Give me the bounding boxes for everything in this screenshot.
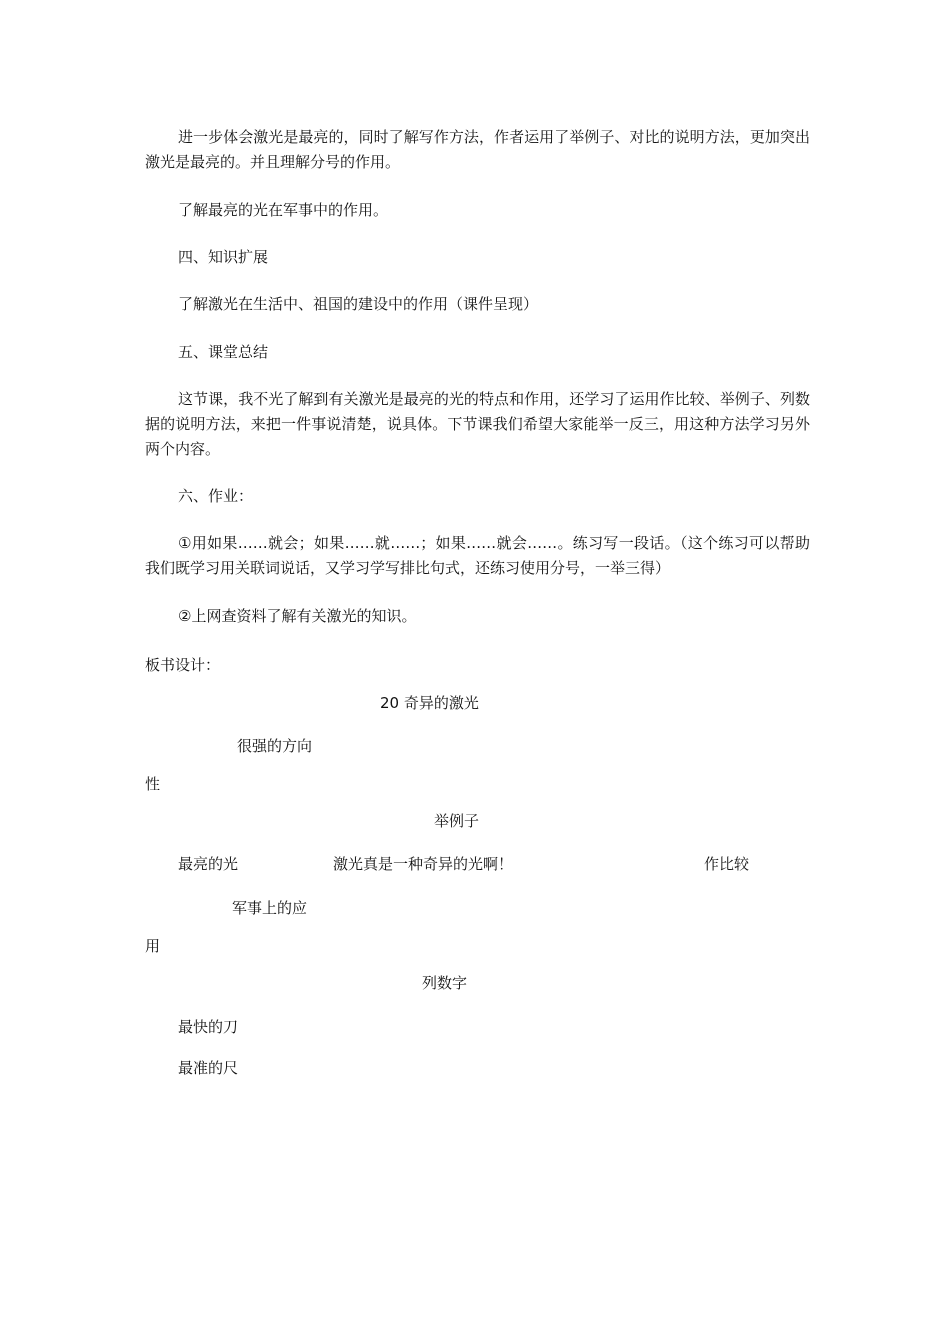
homework-item-2: ②上网查资料了解有关激光的知识。 <box>178 607 417 625</box>
paragraph-brightest-method: 进一步体会激光是最亮的，同时了解写作方法，作者运用了举例子、对比的说明方法，更加突出激光是最亮的。并且理解分号的作用。 <box>145 128 810 171</box>
paragraph-military-use: 了解最亮的光在军事中的作用。 <box>178 201 389 219</box>
section-heading-knowledge-extension: 四、知识扩展 <box>178 248 269 266</box>
paragraph-summary: 这节课，我不光了解到有关激光是最亮的光的特点和作用，还学习了运用作比较、举例子、列数据的说明方法，来把一件事说清楚，说具体。下节课我们希望大家能举一反三，用这种方法学习另外两个内容。 <box>145 390 810 458</box>
board-method-compare: 作比较 <box>704 855 750 873</box>
board-item-direction-continued: 性 <box>145 775 161 793</box>
board-item-direction: 很强的方向 <box>237 737 313 755</box>
homework-item-1: ①用如果……就会；如果……就……；如果……就会……。练习写一段话。（这个练习可以帮助我们既学习用关联词说话，又学习学写排比句式，还练习使用分号，一举三得） <box>145 534 810 577</box>
board-method-example: 举例子 <box>434 812 480 830</box>
section-heading-homework: 六、作业： <box>178 487 254 505</box>
board-title: 20 奇异的激光 <box>380 694 479 712</box>
board-item-precise-ruler: 最准的尺 <box>178 1059 239 1077</box>
board-item-military: 军事上的应 <box>232 899 308 917</box>
board-item-brightest: 最亮的光 <box>178 855 239 873</box>
paragraph-daily-life-use: 了解激光在生活中、祖国的建设中的作用（课件呈现） <box>178 295 539 313</box>
board-design-heading: 板书设计： <box>145 656 221 674</box>
board-center-text: 激光真是一种奇异的光啊！ <box>333 855 514 873</box>
section-heading-class-summary: 五、课堂总结 <box>178 343 269 361</box>
board-item-fastest-knife: 最快的刀 <box>178 1018 239 1036</box>
board-method-numbers: 列数字 <box>422 974 468 992</box>
board-item-military-continued: 用 <box>145 937 161 955</box>
